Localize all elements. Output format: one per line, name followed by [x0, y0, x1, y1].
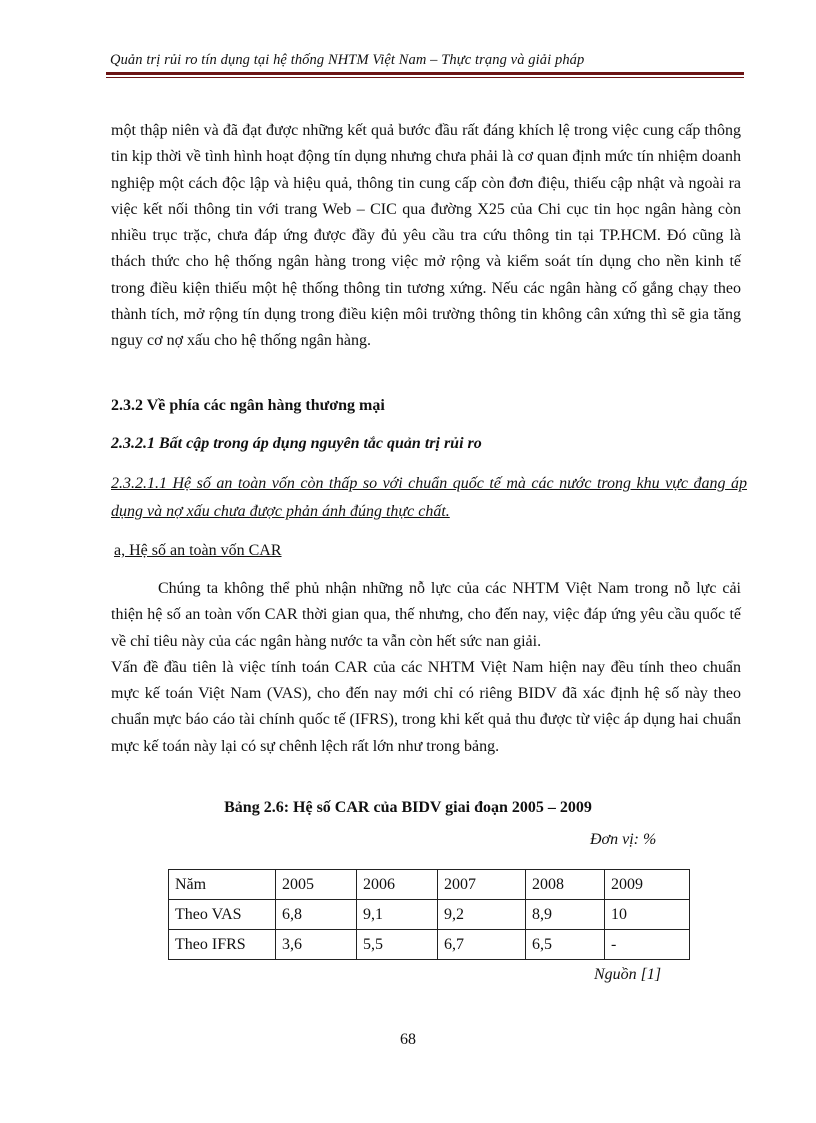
header-rule-thick — [106, 72, 744, 75]
table-cell: 5,5 — [357, 930, 438, 960]
table-header-row — [169, 870, 690, 900]
table-cell: 2005 — [276, 870, 357, 900]
table-cell: 2006 — [357, 870, 438, 900]
paragraph-car-block — [111, 576, 741, 760]
table-source: Nguồn [1] — [594, 966, 662, 983]
table-unit: Đơn vị: % — [590, 831, 657, 848]
paragraph-2: Chúng ta không thể phủ nhận những nỗ lực của các NHTM Việt Nam trong nỗ lực cải thiện hệ số an toàn vốn CAR thời gian qua, thế nhưng, cho đến nay, việc đáp ứng yêu cầu quốc tế về chỉ tiêu này của các ngân hàng nước ta vẫn còn hết sức nan giải. — [111, 580, 741, 650]
subsubsection-heading-2-3-2-1-1: 2.3.2.1.1 Hệ số an toàn vốn còn thấp so với chuẩn quốc tế mà các nước trong khu vực đang áp dụng và nợ xấu chưa được phản ánh đúng thực chất. — [111, 475, 747, 520]
paragraph-1: một thập niên và đã đạt được những kết quả bước đầu rất đáng khích lệ trong việc cung cấp thông tin kịp thời về tình hình hoạt động tín dụng nhưng chưa phải là cơ quan định mức tín nhiệm doanh nghiệp một cách độc lập và hiệu quả, thông tin cung cấp còn đơn điệu, thiếu cập nhật và ngoài ra việc kết nối thông tin với trang Web – CIC qua đường X25 của Chi cục tin học ngân hàng còn nhiều trục trặc, chưa đáp ứng được đầy đủ yêu cầu tra cứu thông tin tại TP.HCM. Đó cũng là thách thức cho hệ thống ngân hàng trong việc mở rộng và kiểm soát tín dụng cho nền kinh tế trong điều kiện thiếu một hệ thống thông tin tương xứng. Nếu các ngân hàng cố gắng chạy theo thành tích, mở rộng tín dụng trong điều kiện môi trường thông tin không cân xứng thì sẽ gia tăng nguy cơ nợ xấu cho hệ thống ngân hàng. — [111, 122, 741, 350]
section-heading-2-3-2: 2.3.2 Về phía các ngân hàng thương mại — [111, 397, 385, 414]
running-header: Quản trị rủi ro tín dụng tại hệ thống NHTM Việt Nam – Thực trạng và giải pháp — [110, 52, 585, 68]
table-cell: 6,5 — [526, 930, 605, 960]
table-cell: - — [605, 930, 690, 960]
item-heading-car: a, Hệ số an toàn vốn CAR — [114, 542, 282, 559]
table-cell: 2008 — [526, 870, 605, 900]
table-row — [169, 900, 690, 930]
header-rule-thin — [106, 77, 744, 78]
table-cell: 2007 — [438, 870, 526, 900]
table-row — [169, 930, 690, 960]
table-cell: 9,1 — [357, 900, 438, 930]
table-cell: 3,6 — [276, 930, 357, 960]
table-cell: 6,7 — [438, 930, 526, 960]
table-cell: Năm — [169, 870, 276, 900]
table-cell: 6,8 — [276, 900, 357, 930]
table-cell: 9,2 — [438, 900, 526, 930]
table-caption: Bảng 2.6: Hệ số CAR của BIDV giai đoạn 2005 – 2009 — [224, 799, 592, 816]
paragraph-3: Vấn đề đầu tiên là việc tính toán CAR của các NHTM Việt Nam hiện nay đều tính theo chuẩn mực kế toán Việt Nam (VAS), cho đến nay mới chỉ có riêng BIDV đã xác định hệ số này theo chuẩn mực báo cáo tài chính quốc tế (IFRS), trong khi kết quả thu được từ việc áp dụng hai chuẩn mực kế toán này lại có sự chênh lệch rất lớn như trong bảng. — [111, 658, 741, 755]
page-number: 68 — [400, 1031, 416, 1048]
table-cell: 8,9 — [526, 900, 605, 930]
table-cell: 10 — [605, 900, 690, 930]
table-cell: Theo IFRS — [169, 930, 276, 960]
car-table — [168, 869, 690, 960]
table-cell: Theo VAS — [169, 900, 276, 930]
table-cell: 2009 — [605, 870, 690, 900]
subsection-heading-2-3-2-1: 2.3.2.1 Bất cập trong áp dụng nguyên tắc quản trị rủi ro — [111, 435, 482, 452]
paragraph-information-system — [111, 118, 741, 355]
